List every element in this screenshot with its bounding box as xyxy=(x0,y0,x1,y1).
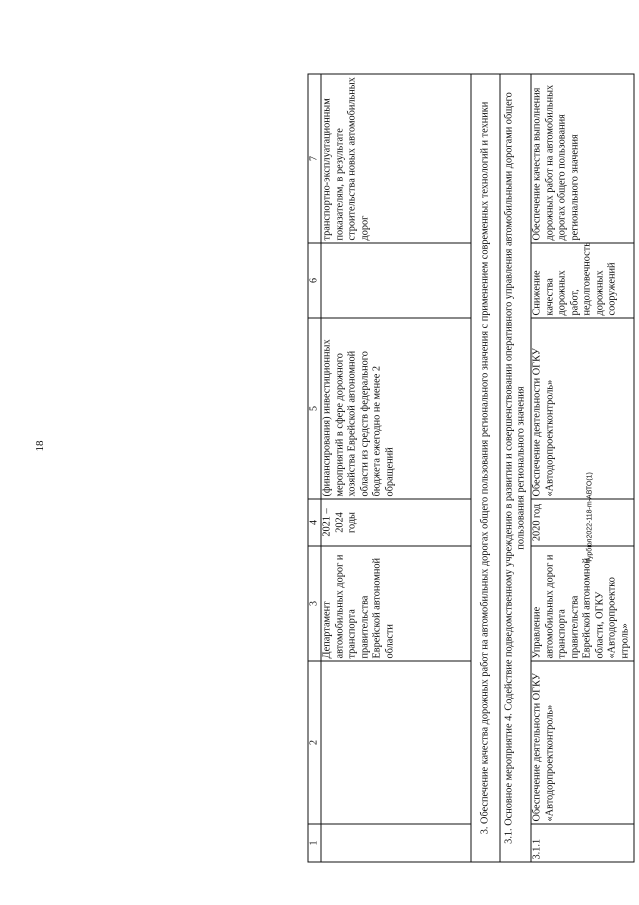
header-cell: 2 xyxy=(308,661,321,824)
document-id: Турбюл2022-118-m-АВТО(1) xyxy=(586,472,594,563)
section-row xyxy=(500,74,531,862)
header-row xyxy=(308,74,321,862)
relation-cell: Обеспечение качества выполнения дорожных работ на автомобильных дорогах общего пользования регионального значения xyxy=(531,74,634,243)
table-row xyxy=(531,74,634,862)
header-cell: 6 xyxy=(308,243,321,318)
period-cell: 2020 год xyxy=(531,499,634,546)
header-cell: 1 xyxy=(308,824,321,862)
executor-cell: Департамент автомобильных дорог и транспорта правительства Еврейской автономной области xyxy=(321,546,471,661)
measure-name-cell: Обеспечение деятельности ОГКУ «Автодорпроектконтроль» xyxy=(531,661,634,824)
header-cell: 3 xyxy=(308,546,321,661)
row-number-cell xyxy=(321,824,471,862)
page-number: 18 xyxy=(34,440,46,452)
measures-table xyxy=(308,74,635,863)
header-cell: 4 xyxy=(308,499,321,546)
header-cell: 7 xyxy=(308,74,321,243)
executor-cell: Управление автомобильных дорог и транспорта правительства Еврейской автономной области, ОГКУ «Автодорпроектко нтроль» xyxy=(531,546,634,661)
period-cell: 2021 – 2024 годы xyxy=(321,499,471,546)
table-row xyxy=(321,74,471,862)
header-cell: 5 xyxy=(308,318,321,499)
section-row xyxy=(471,74,500,862)
relation-cell: транспортно-эксплуатационным показателям, в результате строительства новых автомобильных дорог xyxy=(321,74,471,243)
expected-result-cell: Обеспечение деятельности ОГКУ «Автодорпроектконтроль» xyxy=(531,318,634,499)
measure-name-cell xyxy=(321,661,471,824)
consequences-cell: Снижение качества дорожных работ, недолговечность дорожных сооружений xyxy=(531,243,634,318)
consequences-cell xyxy=(321,243,471,318)
section-heading-3: 3. Обеспечение качества дорожных работ на автомобильных дорогах общего пользования регионального значения с применением современных технологий и техники xyxy=(471,74,500,862)
section-heading-3-1: 3.1. Основное мероприятие 4. Содействие подведомственному учреждению в развитии и совершенствовании оперативного управления автомобильными дорогами общего пользования регионального значения xyxy=(500,74,531,862)
row-number-cell: 3.1.1 xyxy=(531,824,634,862)
expected-result-cell: (финансирования) инвестиционных мероприятий в сфере дорожного хозяйства Еврейской автономной области из средств федерального бюджета ежегодно не менее 2 обращений xyxy=(321,318,471,499)
rotated-table-container xyxy=(308,75,635,863)
